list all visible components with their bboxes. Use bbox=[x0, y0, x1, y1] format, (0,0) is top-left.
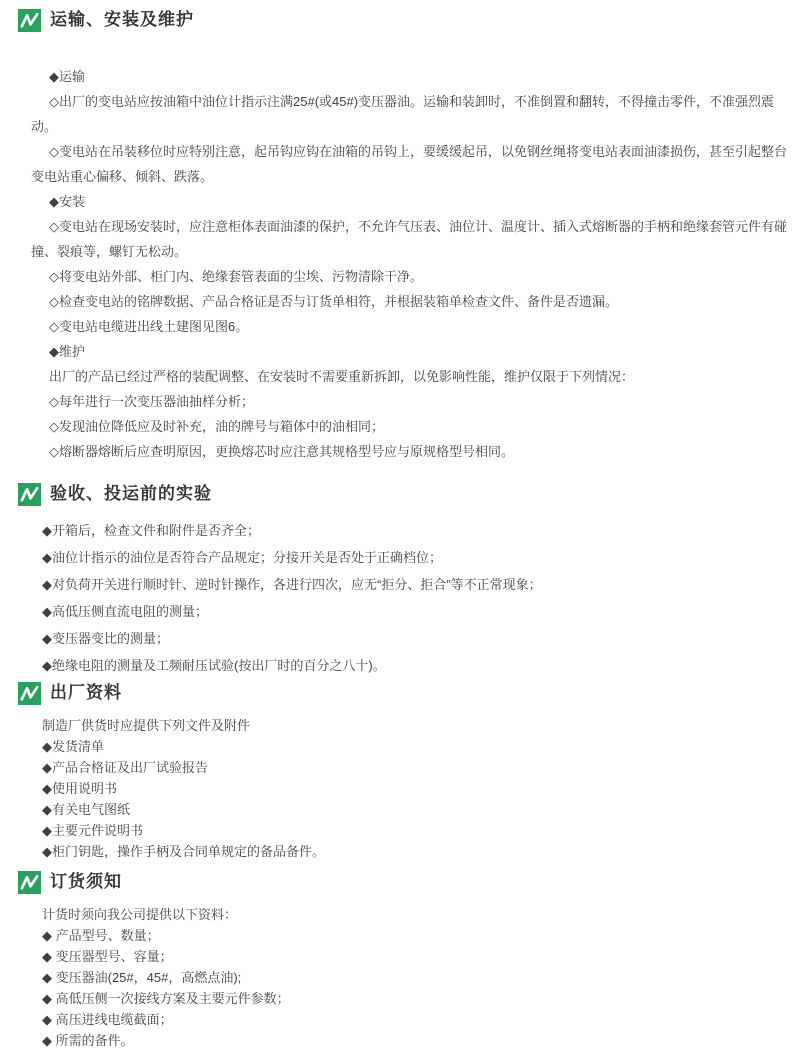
paragraph: ◆维护 bbox=[49, 344, 85, 359]
paragraph: ◆油位计指示的油位是否符合产品规定；分接开关是否处于正确档位； bbox=[42, 550, 442, 565]
paragraph: ◇变电站在吊装移位时应特别注意，起吊钩应钩在油箱的吊钩上，要缓缓起吊，以免钢丝绳将变电站表面油漆损伤，甚至引起整台变电站重心偏移、倾斜、跌落。 bbox=[31, 144, 787, 184]
paragraph: ◆对负荷开关进行顺时针、逆时针操作，各进行四次，应无“拒分、拒合”等不正常现象； bbox=[42, 577, 542, 592]
section-factory-documents bbox=[0, 681, 800, 862]
section-body bbox=[42, 522, 792, 675]
paragraph: 出厂的产品已经过严格的装配调整、在安装时不需要重新拆卸，以免影响性能，维护仅限于下列情况： bbox=[49, 369, 635, 384]
paragraph: ◆有关电气图纸 bbox=[42, 802, 130, 817]
paragraph: ◆ 变压器油(25#，45#，高燃点油); bbox=[42, 970, 242, 985]
paragraph: ◆绝缘电阻的测量及工频耐压试验(按出厂时的百分之八十)。 bbox=[42, 658, 386, 673]
paragraph: ◆主要元件说明书 bbox=[42, 823, 143, 838]
section-body bbox=[31, 64, 792, 464]
section-header bbox=[0, 681, 800, 705]
paragraph: ◇出厂的变电站应按油箱中油位计指示注满25#(或45#)变压器油。运输和装卸时，不准倒置和翻转，不得撞击零件，不准强烈震动。 bbox=[31, 94, 775, 134]
paragraph: ◇检查变电站的铭牌数据、产品合格证是否与订货单相符，并根据装箱单检查文件、备件是否遗漏。 bbox=[49, 294, 618, 309]
paragraph: ◆高低压侧直流电阻的测量； bbox=[42, 604, 208, 619]
paragraph: ◇将变电站外部、柜门内、绝缘套管表面的尘埃、污物清除干净。 bbox=[49, 269, 423, 284]
section-title: 出厂资料 bbox=[50, 683, 122, 702]
paragraph: 制造厂供货时应提供下列文件及附件 bbox=[42, 718, 251, 733]
section-body bbox=[42, 904, 792, 1051]
paragraph: ◇变电站在现场安装时，应注意柜体表面油漆的保护，不允许气压表、油位计、温度计、插入式熔断器的手柄和绝缘套管元件有碰撞、裂痕等，螺钉无松动。 bbox=[31, 219, 787, 259]
paragraph: 计货时须向我公司提供以下资料： bbox=[42, 907, 238, 922]
section-header bbox=[0, 870, 800, 894]
section-header bbox=[0, 8, 800, 32]
paragraph: ◇熔断器熔断后应查明原因，更换熔芯时应注意其规格型号应与原规格型号相同。 bbox=[49, 444, 514, 459]
section-ordering-info bbox=[0, 870, 800, 1051]
paragraph: ◆ 高压进线电缆截面； bbox=[42, 1012, 173, 1027]
section-title: 验收、投运前的实验 bbox=[50, 484, 212, 503]
section-body bbox=[42, 715, 792, 862]
section-header bbox=[0, 482, 800, 506]
paragraph: ◆ 所需的备件。 bbox=[42, 1033, 134, 1048]
paragraph: ◇每年进行一次变压器油抽样分析； bbox=[49, 394, 254, 409]
pulse-icon bbox=[18, 483, 41, 506]
paragraph: ◇变电站电缆进出线土建图见图6。 bbox=[49, 319, 249, 334]
paragraph: ◆发货清单 bbox=[42, 739, 104, 754]
section-title: 运输、安装及维护 bbox=[50, 10, 194, 29]
pulse-icon bbox=[18, 682, 41, 705]
paragraph: ◆ 产品型号、数量； bbox=[42, 928, 160, 943]
paragraph: ◆安装 bbox=[49, 194, 85, 209]
paragraph: ◆运输 bbox=[49, 69, 85, 84]
paragraph: ◇发现油位降低应及时补充，油的牌号与箱体中的油相同； bbox=[49, 419, 384, 434]
paragraph: ◆变压器变比的测量； bbox=[42, 631, 169, 646]
paragraph: ◆使用说明书 bbox=[42, 781, 117, 796]
pulse-icon bbox=[18, 871, 41, 894]
pulse-icon bbox=[18, 9, 41, 32]
section-title: 订货须知 bbox=[50, 872, 122, 891]
paragraph: ◆开箱后，检查文件和附件是否齐全； bbox=[42, 523, 260, 538]
paragraph: ◆产品合格证及出厂试验报告 bbox=[42, 760, 208, 775]
paragraph: ◆柜门钥匙，操作手柄及合同单规定的备品备件。 bbox=[42, 844, 325, 859]
section-acceptance-tests bbox=[0, 482, 800, 675]
section-transport-install-maintenance bbox=[0, 8, 800, 464]
paragraph: ◆ 变压器型号、容量； bbox=[42, 949, 173, 964]
paragraph: ◆ 高低压侧一次接线方案及主要元件参数； bbox=[42, 991, 290, 1006]
